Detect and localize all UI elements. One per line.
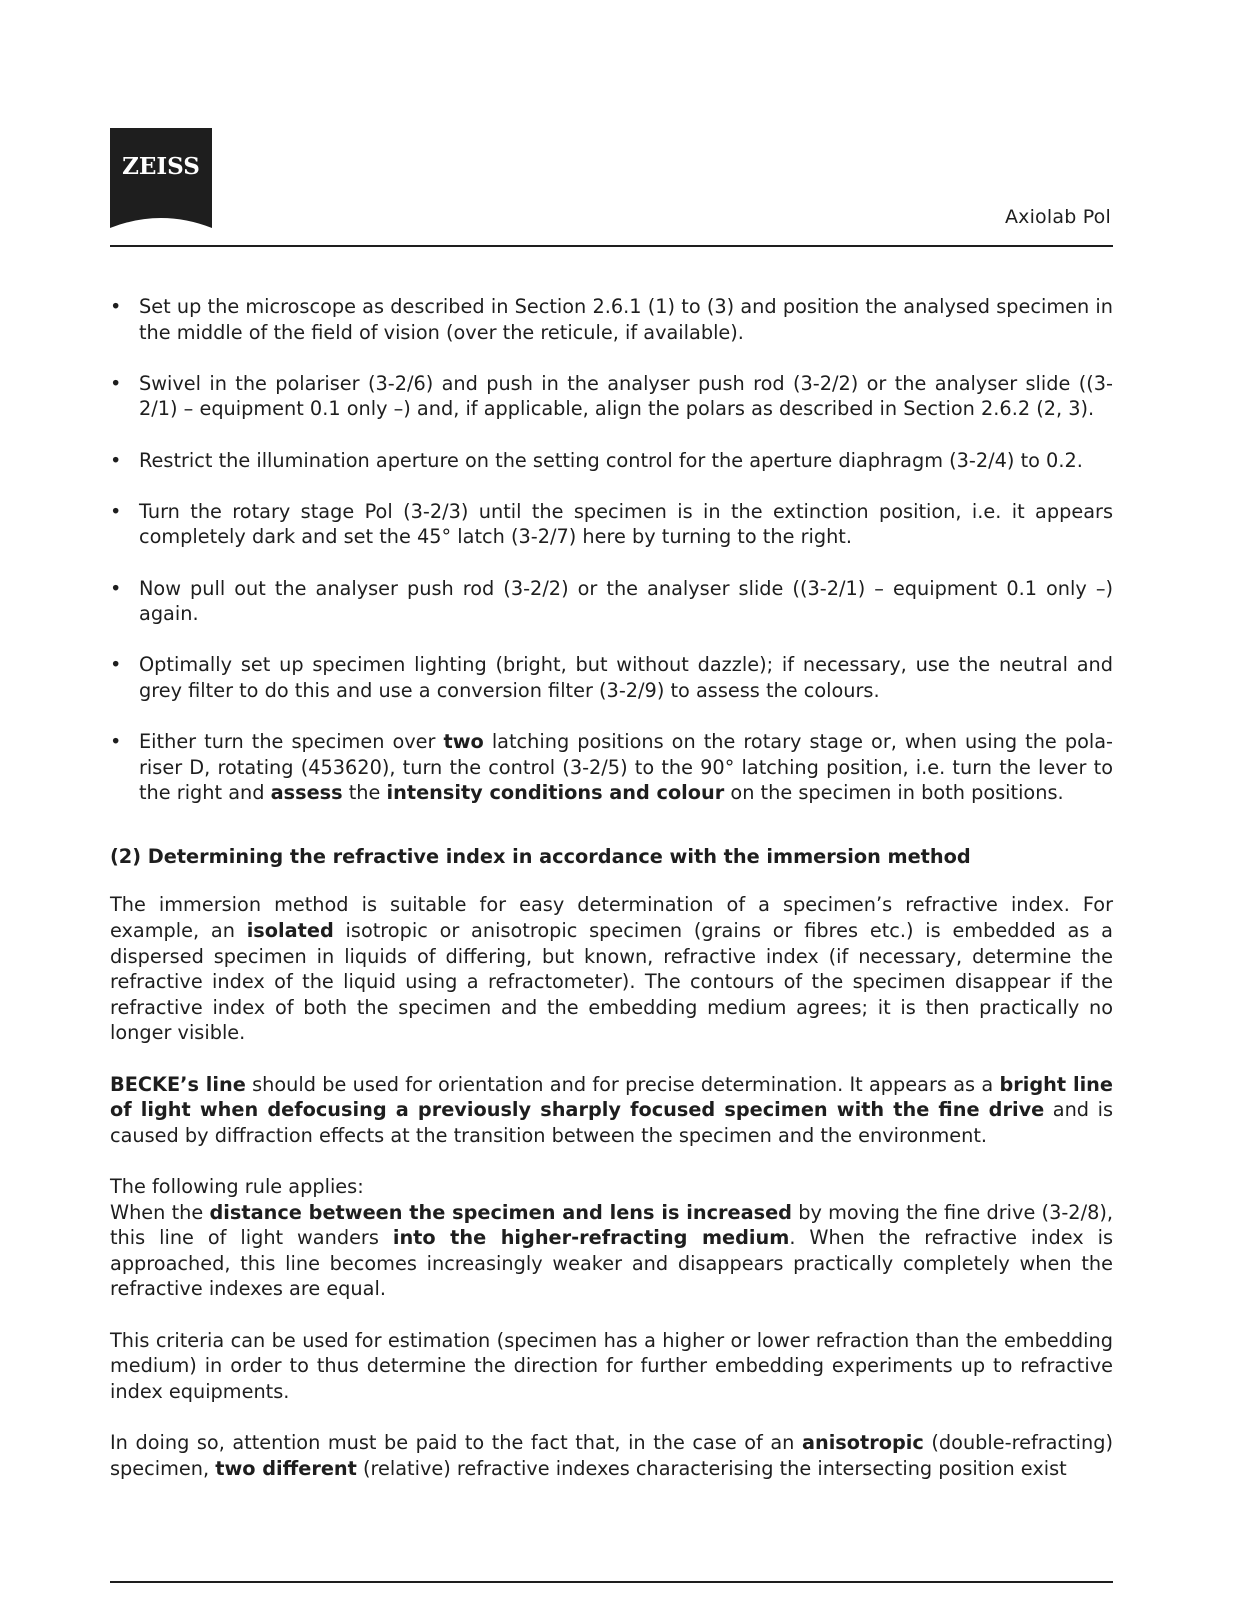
bullet-icon: • (110, 730, 122, 754)
bullet-icon: • (110, 576, 122, 600)
section-heading: (2) Determining the refractive index in accordance with the immersion method (110, 844, 971, 868)
paragraph: BECKE’s line should be used for orientation and for precise determination. It appears as a bright line of light when defocusing a previously sharply focused specimen with the fine drive and is caused by diffraction effects at the transition between the specimen and the environment. (110, 1072, 1113, 1147)
bullet-icon: • (110, 499, 122, 523)
paragraph: The following rule applies: (110, 1175, 364, 1198)
paragraph: When the distance between the specimen and lens is increased by moving the fine drive (3-2/8), this line of light wanders into the higher-refracting medium. When the refractive index is approached, this line becomes increasingly weaker and disappears practically completely when the refractive indexes are equal. (110, 1200, 1113, 1301)
bullet-icon: • (110, 295, 122, 318)
paragraph: This criteria can be used for estimation (specimen has a higher or lower refraction than the embedding medium) in order to thus determine the direction for further embedding experiments up to refractive index equipments. (110, 1328, 1113, 1403)
bullet-icon: • (110, 448, 122, 472)
paragraph: In doing so, attention must be paid to the fact that, in the case of an anisotropic (double-refracting) specimen, two different (relative) refractive indexes characterising the intersecting position exist (110, 1430, 1113, 1480)
list-item: • Turn the rotary stage Pol (3-2/3) until the specimen is in the extinction position, i.e. it appears completely dark and set the 45° latch (3-2/7) here by turning to the right. (110, 499, 1113, 549)
bullet-icon: • (110, 371, 122, 395)
list-item: • Set up the microscope as described in Section 2.6.1 (1) to (3) and position the analysed specimen in the middle of the field of vision (over the reticule, if available). (110, 295, 1113, 344)
list-item: • Either turn the specimen over two latching positions on the rotary stage or, when using the pola-riser D, rotating (453620), turn the control (3-2/5) to the 90° latching position, i.e. turn the lever to the right and assess the intensity conditions and colour on the specimen in both positions. (110, 730, 1113, 805)
list-item: • Swivel in the polariser (3-2/6) and push in the analyser push rod (3-2/2) or the analyser slide ((3-2/1) – equipment 0.1 only –) and, if applicable, align the polars as described in Section 2.6.2 (2, 3). (110, 371, 1113, 421)
logo-text: ZEISS (122, 153, 200, 180)
zeiss-logo (110, 128, 212, 228)
list-item: • Optimally set up specimen lighting (bright, but without dazzle); if necessary, use the neutral and grey filter to do this and use a conversion filter (3-2/9) to assess the colours. (110, 653, 1113, 702)
paragraph: The immersion method is suitable for easy determination of a specimen’s refractive index. For example, an isolated isotropic or anisotropic specimen (grains or fibres etc.) is embedded as a dispersed specimen in liquids of differing, but known, refractive index (if necessary, determine the refractive index of the liquid using a refractometer). The contours of the specimen disappear if the refractive index of both the specimen and the embedding medium agrees; it is then practically no longer visible. (110, 893, 1113, 1045)
instruction-list (110, 294, 1113, 806)
footer-divider (110, 1581, 1113, 1583)
bullet-icon: • (110, 653, 122, 677)
header-divider (110, 245, 1113, 247)
product-name: Axiolab Pol (1004, 206, 1111, 228)
list-item: • Now pull out the analyser push rod (3-2/2) or the analyser slide ((3-2/1) – equipment 0.1 only –) again. (110, 576, 1113, 626)
page-content (110, 294, 1113, 1507)
list-item: • Restrict the illumination aperture on the setting control for the aperture diaphragm (3-2/4) to 0.2. (110, 448, 1083, 472)
